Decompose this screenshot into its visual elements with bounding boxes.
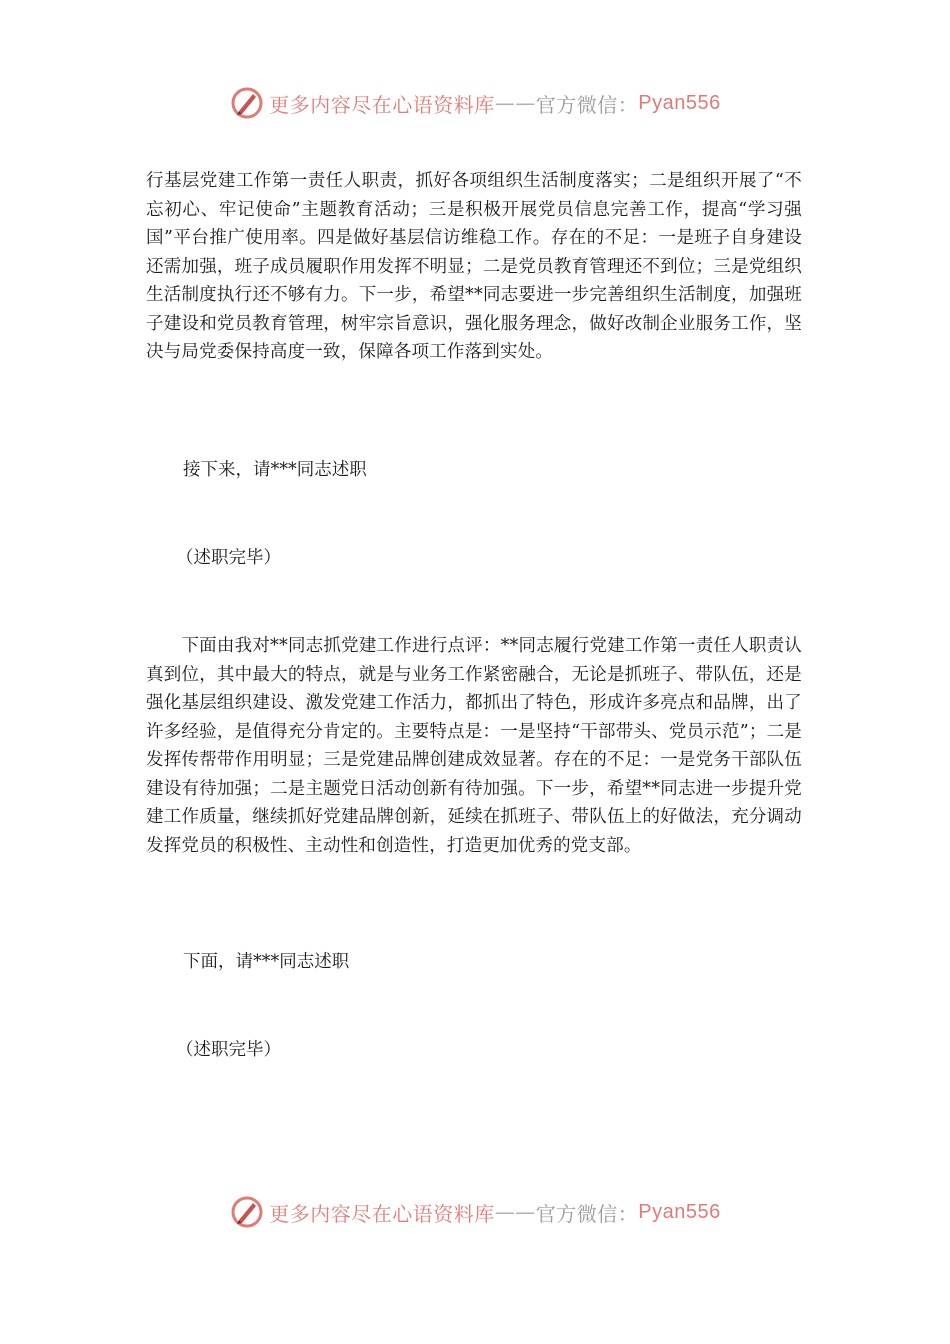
pen-circle-icon <box>229 85 265 121</box>
header-separator: —— <box>494 91 536 115</box>
footer-wechat-label: 官方微信： <box>535 1201 639 1226</box>
header-wechat-id: Pyan556 <box>638 91 721 114</box>
header-banner <box>0 83 950 123</box>
line-speech-finished-2: （述职完毕） <box>176 1040 281 1060</box>
footer-separator: —— <box>494 1200 536 1224</box>
paragraph-2: 下面由我对**同志抓党建工作进行点评：**同志履行党建工作第一责任人职责认真到位，其中最大的特点，就是与业务工作紧密融合，无论是抓班子、带队伍，还是强化基层组织建设、激发党建工作活力，都抓出了特色，形成许多亮点和品牌，出了许多经验，是值得充分肯定的。主要特点是：一是坚持“干部带头、党员示范”；二是发挥传帮带作用明显；三是党建品牌创建成效显著。存在的不足：一是党务干部队伍建设有待加强；二是主题党日活动创新有待加强。下一步，希望**同志进一步提升党建工作质量，继续抓好党建品牌创新，延续在抓班子、带队伍上的好做法，充分调动发挥党员的积极性、主动性和创造性，打造更加优秀的党支部。 <box>146 636 802 856</box>
header-wechat-label: 官方微信： <box>535 92 639 117</box>
paragraph-1: 行基层党建工作第一责任人职责，抓好各项组织生活制度落实；二是组织开展了“不忘初心、牢记使命”主题教育活动；三是积极开展党员信息完善工作，提高“学习强国”平台推广使用率。四是做好基层信访维稳工作。存在的不足：一是班子自身建设还需加强，班子成员履职作用发挥不明显；二是党员教育管理还不到位；三是党组织生活制度执行还不够有力。下一步，希望**同志要进一步完善组织生活制度，加强班子建设和党员教育管理，树牢宗旨意识，强化服务理念，做好改制企业服务工作，坚决与局党委保持高度一致，保障各项工作落到实处。 <box>146 171 802 362</box>
line-next-speaker: 接下来，请***同志述职 <box>183 460 367 480</box>
footer-wechat-id: Pyan556 <box>638 1200 721 1223</box>
header-brand-text: 更多内容尽在心语资料库 <box>269 92 495 117</box>
line-next-speaker-2: 下面，请***同志述职 <box>183 952 350 972</box>
footer-banner <box>0 1192 950 1232</box>
footer-brand-text: 更多内容尽在心语资料库 <box>269 1201 495 1226</box>
pen-circle-icon <box>229 1194 265 1230</box>
line-speech-finished-1: （述职完毕） <box>176 548 281 568</box>
